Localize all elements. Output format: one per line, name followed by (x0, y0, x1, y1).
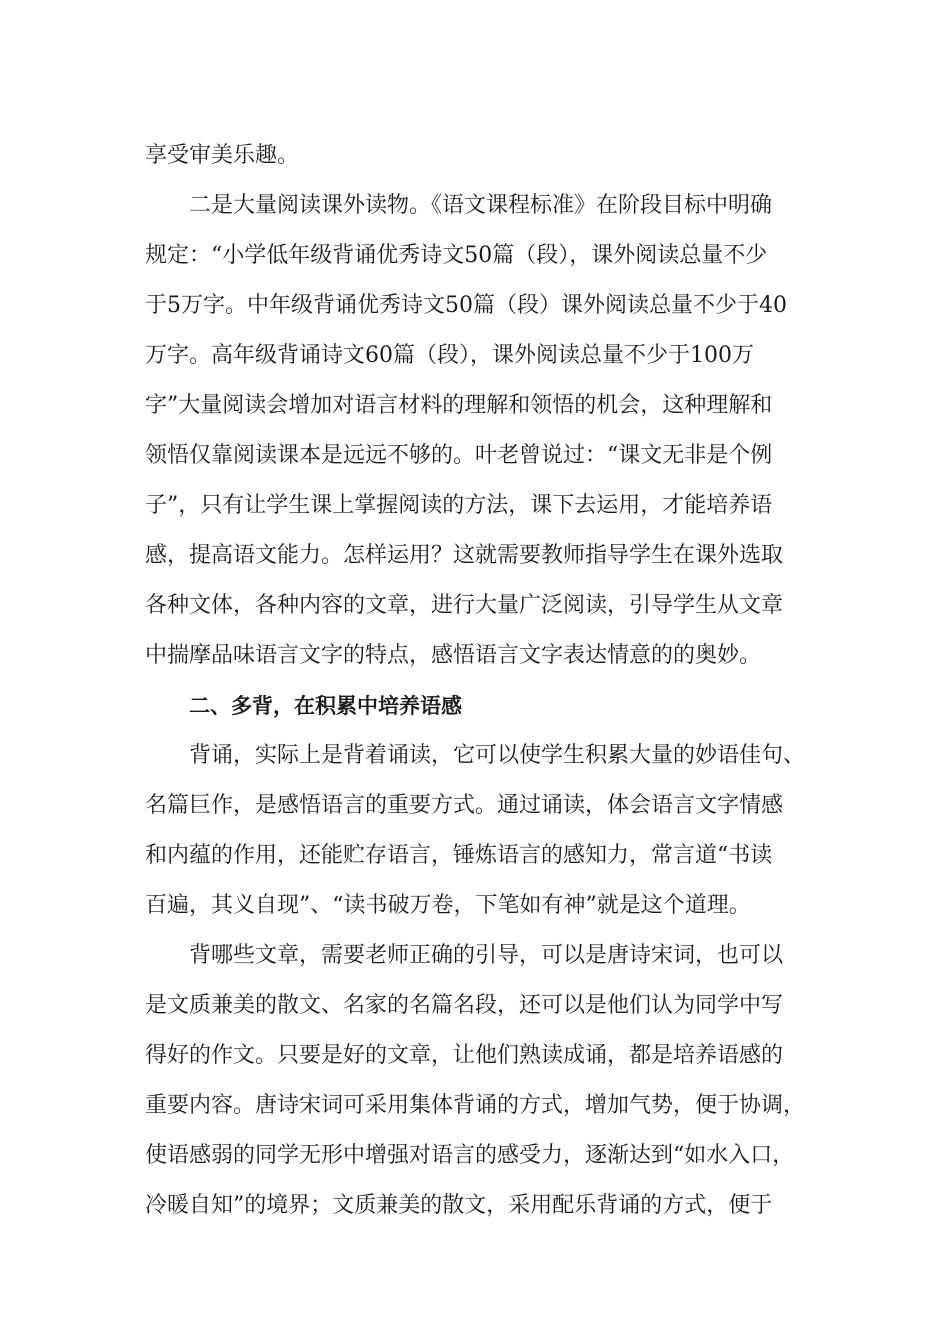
body-text (145, 131, 815, 1231)
paragraph-line: 得好的作文。只要是好的文章，让他们熟读成诵，都是培养语感的 (145, 1043, 784, 1068)
paragraph-line: 百遍，其义自现”、“读书破万卷，下笔如有神”就是这个道理。 (145, 893, 751, 918)
paragraph-line: 名篇巨作，是感悟语言的重要方式。通过诵读，体会语言文字情感 (145, 793, 784, 818)
paragraph-line: 使语感弱的同学无形中增强对语言的感受力，逐渐达到“如水入口， (145, 1143, 795, 1168)
paragraph-line: 重要内容。唐诗宋词可采用集体背诵的方式，增加气势，便于协调， (145, 1093, 806, 1118)
paragraph-line: 是文质兼美的散文、名家的名篇名段，还可以是他们认为同学中写 (145, 993, 784, 1018)
paragraph-line: 背诵，实际上是背着诵读，它可以使学生积累大量的妙语佳句、 (189, 743, 806, 768)
paragraph-line: 感，提高语文能力。怎样运用？这就需要教师指导学生在课外选取 (145, 543, 784, 568)
paragraph-line: 万字。高年级背诵诗文60篇（段），课外阅读总量不少于100万 (145, 343, 754, 368)
paragraph-line: 字”大量阅读会增加对语言材料的理解和领悟的机会，这种理解和 (145, 393, 773, 418)
paragraph-line: 二是大量阅读课外读物。《语文课程标准》在阶段目标中明确 (189, 193, 773, 218)
paragraph-line: 中揣摩品味语言文字的特点，感悟语言文字表达情意的的奥妙。 (145, 643, 762, 668)
paragraph-line: 和内蕴的作用，还能贮存语言，锤炼语言的感知力，常言道“书读 (145, 843, 773, 868)
paragraph-line: 背哪些文章，需要老师正确的引导，可以是唐诗宋词，也可以 (189, 943, 784, 968)
section-heading: 二、多背，在积累中培养语感 (189, 694, 462, 718)
paragraph-line: 冷暖自知”的境界；文质兼美的散文，采用配乐背诵的方式，便于 (145, 1193, 773, 1218)
paragraph-line: 享受审美乐趣。 (145, 143, 300, 168)
paragraph-line: 子”，只有让学生课上掌握阅读的方法，课下去运用，才能培养语 (145, 493, 773, 518)
paragraph-line: 规定：“小学低年级背诵优秀诗文50篇（段），课外阅读总量不少 (145, 243, 768, 268)
paragraph-line: 领悟仅靠阅读课本是远远不够的。叶老曾说过：“课文无非是个例 (145, 443, 773, 468)
paragraph-line: 于5万字。中年级背诵优秀诗文50篇（段）课外阅读总量不少于40 (145, 293, 787, 318)
paragraph-line: 各种文体，各种内容的文章，进行大量广泛阅读，引导学生从文章 (145, 593, 784, 618)
